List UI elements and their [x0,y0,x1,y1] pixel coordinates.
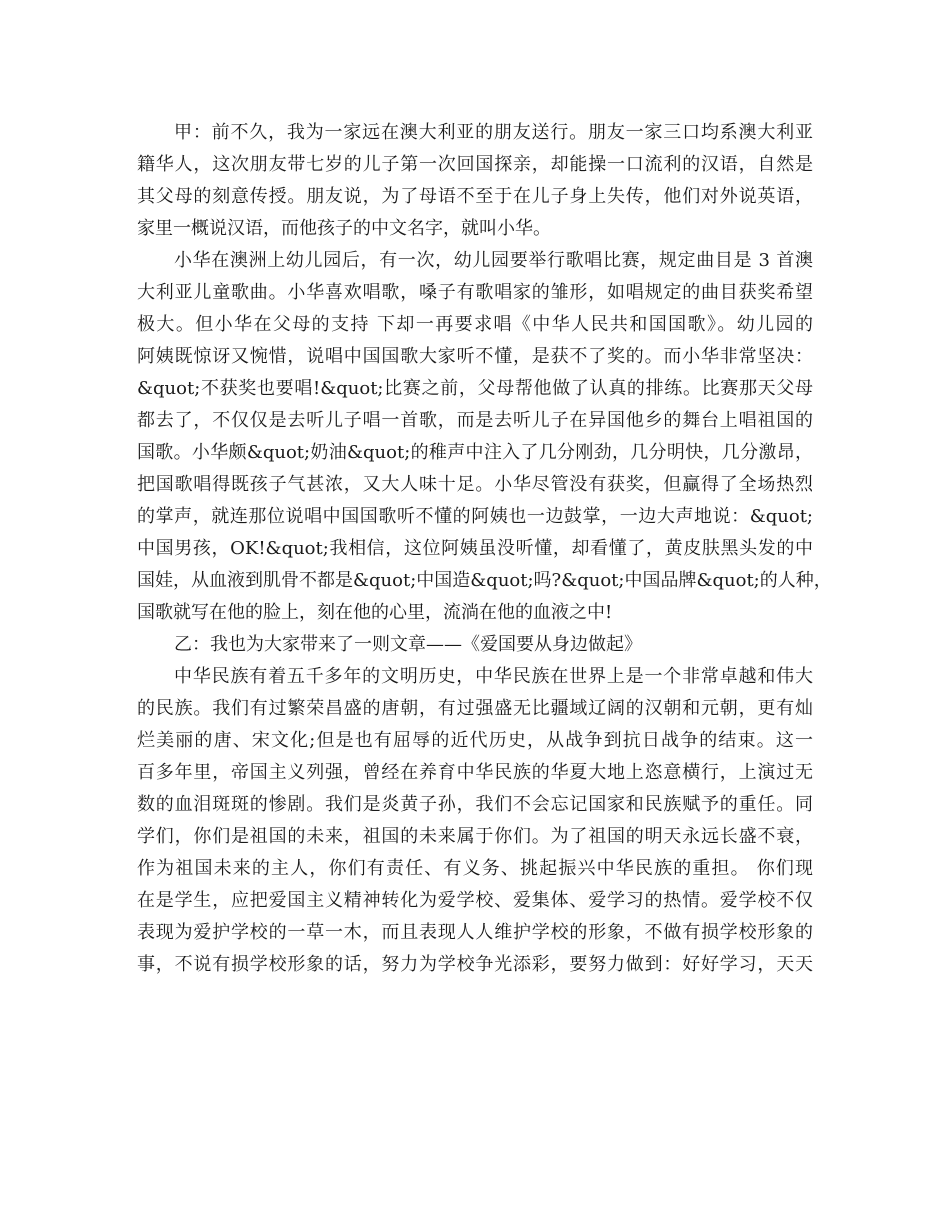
paragraph-patriotism-line-6: 学们，你们是祖国的未来，祖国的未来属于你们。为了祖国的明天永远长盛不衰， [137,826,813,847]
paragraph-patriotism-line-4: 百多年里，帝国主义列强，曾经在养育中华民族的华夏大地上恣意横行，上演过无 [137,762,813,783]
paragraph-yi-intro: 乙：我也为大家带来了一则文章——《爱国要从身边做起》 [174,634,642,655]
paragraph-xiaohua-line-8: 把国歌唱得既孩子气甚浓，又大人味十足。小华尽管没有获奖，但赢得了全场热烈 [137,474,813,495]
paragraph-jia-line-1: 甲：前不久，我为一家远在澳大利亚的朋友送行。朋友一家三口均系澳大利亚 [174,122,813,143]
paragraph-patriotism-line-1: 中华民族有着五千多年的文明历史，中华民族在世界上是一个非常卓越和伟大 [174,666,813,687]
document-page [137,117,832,981]
paragraph-patriotism-line-7: 作为祖国未来的主人，你们有责任、有义务、挑起振兴中华民族的重担。 你们现 [137,858,813,879]
paragraph-xiaohua-line-4: 阿姨既惊讶又惋惜，说唱中国国歌大家听不懂，是获不了奖的。而小华非常坚决： [137,346,813,367]
paragraph-patriotism-line-10: 事，不说有损学校形象的话，努力为学校争光添彩，要努力做到：好好学习，天天 [137,954,813,975]
paragraph-patriotism-line-5: 数的血泪斑斑的惨剧。我们是炎黄子孙，我们不会忘记国家和民族赋予的重任。同 [137,794,813,815]
paragraph-jia-line-2: 籍华人，这次朋友带七岁的儿子第一次回国探亲，却能操一口流利的汉语，自然是 [137,154,813,175]
paragraph-xiaohua-line-7: 国歌。小华颇&quot;奶油&quot;的稚声中注入了几分刚劲，几分明快，几分激昂， [137,442,813,463]
paragraph-xiaohua-line-10: 中国男孩，OK!&quot;我相信，这位阿姨虽没听懂，却看懂了，黄皮肤黑头发的中 [137,538,813,559]
paragraph-xiaohua-line-3: 极大。但小华在父母的支持 下却一再要求唱《中华人民共和国国歌》。幼儿园的 [137,314,813,335]
paragraph-xiaohua-line-11: 国娃，从血液到肌骨不都是&quot;中国造&quot;吗?&quot;中国品牌&quot;的人种， [137,570,832,591]
paragraph-patriotism-line-9: 表现为爱护学校的一草一木，而且表现人人维护学校的形象，不做有损学校形象的 [137,922,813,943]
paragraph-xiaohua-line-9: 的掌声，就连那位说唱中国国歌听不懂的阿姨也一边鼓掌，一边大声地说：&quot; [137,506,813,527]
paragraph-xiaohua-line-6: 都去了，不仅仅是去听儿子唱一首歌，而是去听儿子在异国他乡的舞台上唱祖国的 [137,410,813,431]
paragraph-xiaohua-line-5: &quot;不获奖也要唱!&quot;比赛之前，父母帮他做了认真的排练。比赛那天父母 [137,378,813,399]
paragraph-patriotism-line-3: 烂美丽的唐、宋文化;但是也有屈辱的近代历史，从战争到抗日战争的结束。这一 [137,730,813,751]
paragraph-jia-line-3: 其父母的刻意传授。朋友说，为了母语不至于在儿子身上失传，他们对外说英语， [137,186,813,207]
paragraph-jia-line-4: 家里一概说汉语，而他孩子的中文名字，就叫小华。 [137,218,551,239]
paragraph-xiaohua-line-2: 大利亚儿童歌曲。小华喜欢唱歌，嗓子有歌唱家的雏形，如唱规定的曲目获奖希望 [137,282,813,303]
paragraph-patriotism-line-2: 的民族。我们有过繁荣昌盛的唐朝，有过强盛无比疆域辽阔的汉朝和元朝，更有灿 [137,698,813,719]
paragraph-xiaohua-line-1: 小华在澳洲上幼儿园后，有一次，幼儿园要举行歌唱比赛，规定曲目是 3 首澳 [174,250,813,271]
paragraph-xiaohua-line-12: 国歌就写在他的脸上，刻在他的心里，流淌在他的血液之中! [137,602,613,623]
paragraph-patriotism-line-8: 在是学生，应把爱国主义精神转化为爱学校、爱集体、爱学习的热情。爱学校不仅 [137,890,813,911]
